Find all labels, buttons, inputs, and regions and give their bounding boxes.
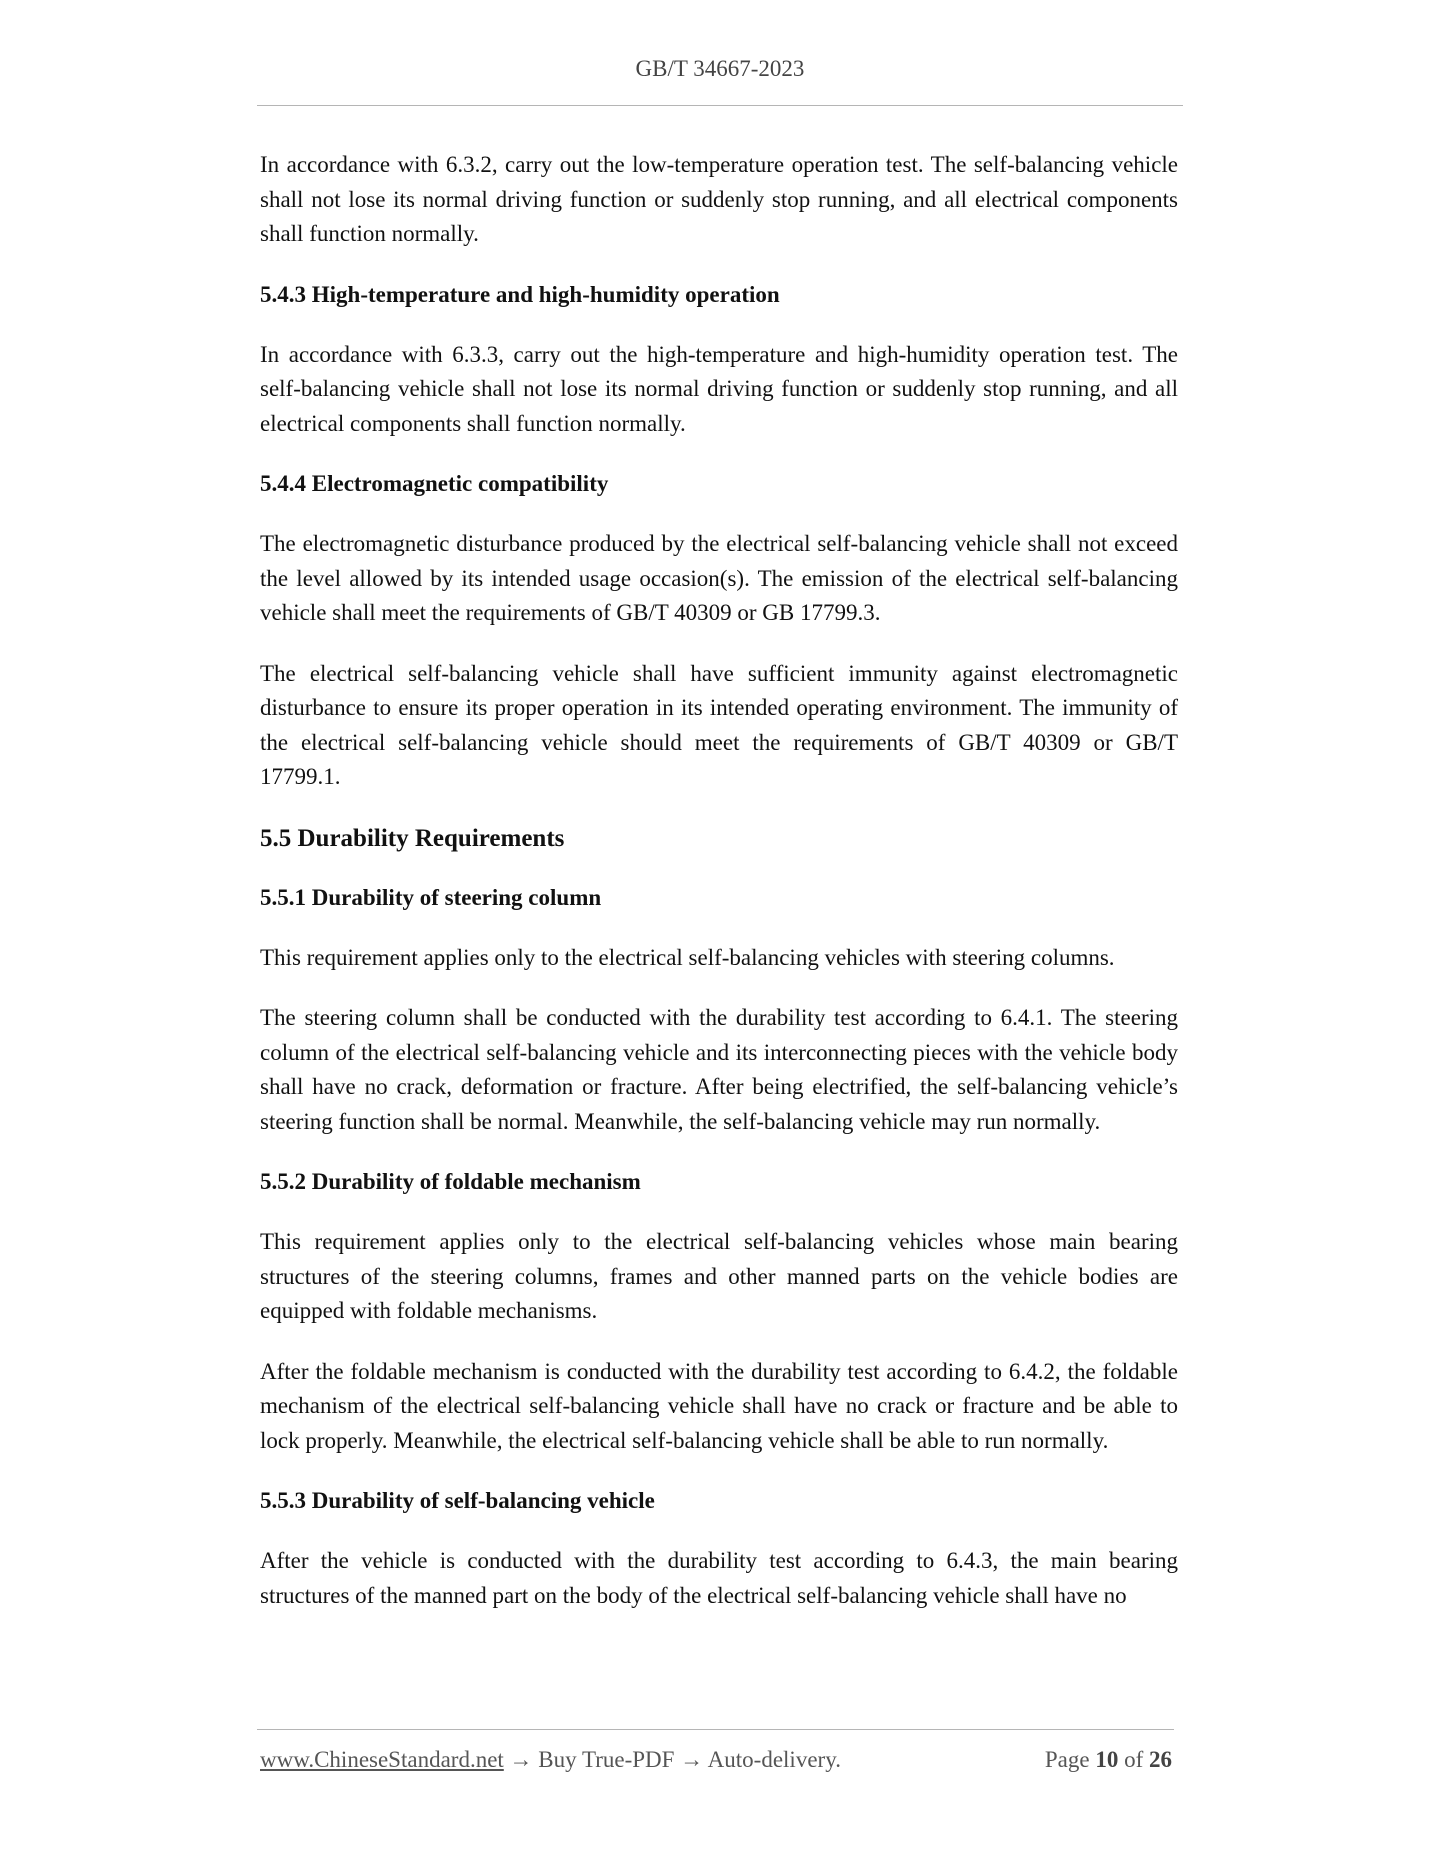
total-pages-number: 26 [1149, 1747, 1172, 1772]
heading-5-5-3: 5.5.3 Durability of self-balancing vehicle [260, 1488, 655, 1513]
buy-true-pdf-text: Buy True-PDF [538, 1747, 675, 1772]
heading-5-4-3: 5.4.3 High-temperature and high-humidity operation [260, 281, 780, 307]
heading-5-4-4: 5.4.4 Electromagnetic compatibility [260, 471, 609, 496]
paragraph-high-temperature: In accordance with 6.3.3, carry out the high-temperature and high-humidity operation test. The self-balancing vehicle shall not lose its normal driving function or suddenly stop running, and all electrical components shall function normally. [260, 341, 1178, 436]
page-counter [1045, 1747, 1172, 1773]
paragraph-foldable-scope: This requirement applies only to the electrical self-balancing vehicles whose main bearing structures of the steering columns, frames and other manned parts on the vehicle bodies are equipped with foldable mechanisms. [260, 1229, 1178, 1323]
website-link[interactable]: www.ChineseStandard.net [260, 1747, 504, 1772]
header-divider [257, 105, 1183, 106]
paragraph-low-temperature: In accordance with 6.3.2, carry out the low-temperature operation test. The self-balancing vehicle shall not lose its normal driving function or suddenly stop running, and all electrical components shall function normally. [260, 152, 1178, 246]
current-page-number: 10 [1095, 1747, 1119, 1772]
footer-divider [257, 1729, 1174, 1730]
paragraph-vehicle-durability: After the vehicle is conducted with the durability test according to 6.4.3, the main bearing structures of the manned part on the body of the electrical self-balancing vehicle shall have no [260, 1548, 1178, 1608]
heading-5-5-2: 5.5.2 Durability of foldable mechanism [260, 1169, 641, 1194]
document-id-header: GB/T 34667-2023 [635, 56, 805, 81]
page-body [260, 148, 1178, 1639]
paragraph-emc-immunity: The electrical self-balancing vehicle shall have sufficient immunity against electromagnetic disturbance to ensure its proper operation in its intended operating environment. The immunity of the electrical self-balancing vehicle should meet the requirements of GB/T 40309 or GB/T 17799.1. [260, 660, 1178, 789]
footer-promo [260, 1747, 841, 1773]
paragraph-foldable-durability: After the foldable mechanism is conducted with the durability test according to 6.4.2, the foldable mechanism of the electrical self-balancing vehicle shall have no crack or fracture and be able to lock properly. Meanwhile, the electrical self-balancing vehicle shall be able to run normally. [260, 1358, 1178, 1453]
of-label: of [1124, 1747, 1144, 1772]
paragraph-emc-emission: The electromagnetic disturbance produced by the electrical self-balancing vehicle shall not exceed the level allowed by its intended usage occasion(s). The emission of the electrical self-balancing vehicle shall meet the requirements of GB/T 40309 or GB 17799.3. [260, 531, 1178, 625]
arrow-right-icon: → [680, 1747, 704, 1772]
heading-5-5-1: 5.5.1 Durability of steering column [260, 884, 602, 910]
arrow-right-icon: → [509, 1747, 533, 1772]
heading-5-5: 5.5 Durability Requirements [260, 824, 565, 852]
paragraph-steering-scope: This requirement applies only to the electrical self-balancing vehicles with steering columns. [260, 944, 1115, 970]
auto-delivery-text: Auto-delivery. [707, 1747, 841, 1772]
page-label: Page [1044, 1747, 1090, 1772]
paragraph-steering-durability: The steering column shall be conducted with the durability test according to 6.4.1. The steering column of the electrical self-balancing vehicle and its interconnecting pieces with the vehicle body shall have no crack, deformation or fracture. After being electrified, the self-balancing vehicle’s steering function shall be normal. Meanwhile, the self-balancing vehicle may run normally. [260, 1005, 1178, 1134]
